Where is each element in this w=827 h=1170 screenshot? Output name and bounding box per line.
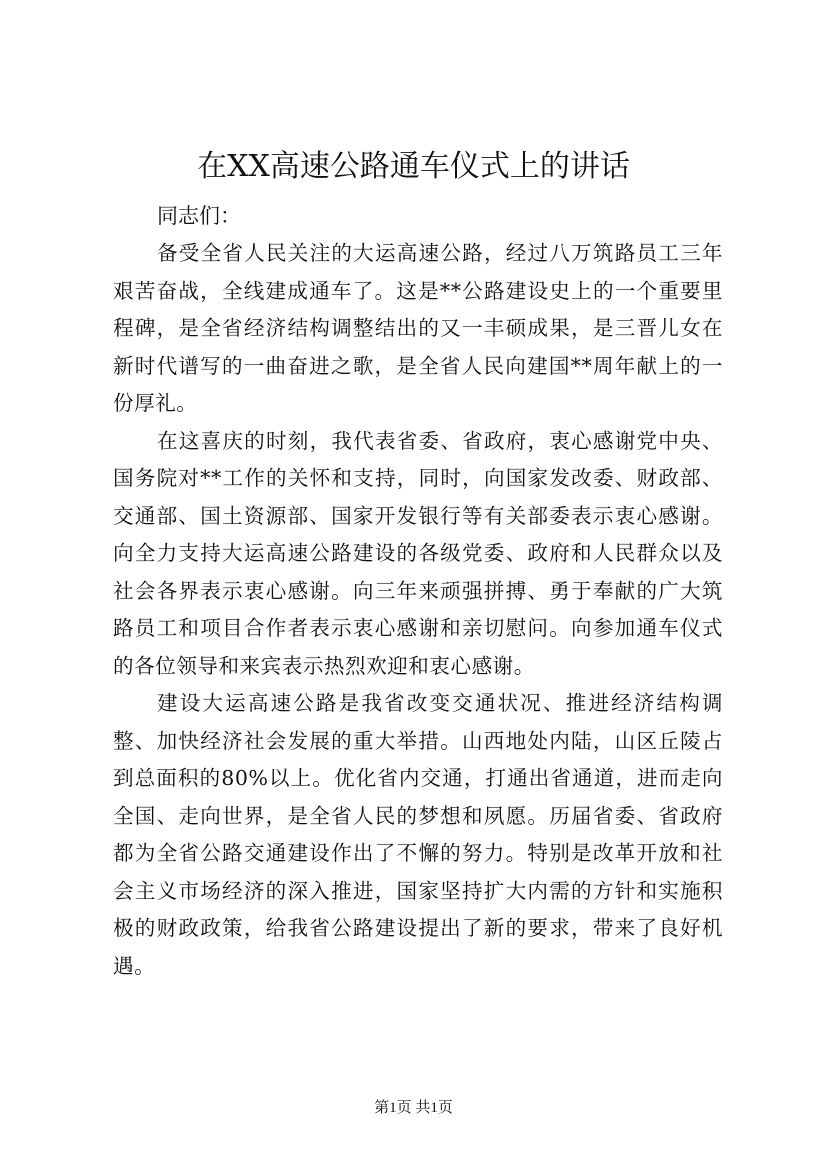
salutation: 同志们： <box>157 204 241 228</box>
paragraph-2: 在这喜庆的时刻，我代表省委、省政府，衷心感谢党中央、国务院对**工作的关怀和支持，同时，向国家发改委、财政部、交通部、国土资源部、国家开发银行等有关部委表示衷心感谢。向全力支持大运高速公路建设的各级党委、政府和人民群众以及社会各界表示衷心感谢。向三年来顽强拼搏、勇于奉献的广大筑路员工和项目合作者表示衷心感谢和亲切慰问。向参加通车仪式的各位领导和来宾表示热烈欢迎和衷心感谢。 <box>113 428 723 678</box>
document-body <box>113 197 723 985</box>
page-number-footer: 第1页 共1页 <box>374 1100 453 1116</box>
paragraph-3: 建设大运高速公路是我省改变交通状况、推进经济结构调整、加快经济社会发展的重大举措。山西地处内陆，山区丘陵占到总面积的80%以上。优化省内交通，打通出省通道，进而走向全国、走向世界，是全省人民的梦想和夙愿。历届省委、省政府都为全省公路交通建设作出了不懈的努力。特别是改革开放和社会主义市场经济的深入推进，国家坚持扩大内需的方针和实施积极的财政政策，给我省公路建设提出了新的要求，带来了良好机遇。 <box>113 691 723 978</box>
document-title: 在XX高速公路通车仪式上的讲话 <box>197 149 630 184</box>
paragraph-1: 备受全省人民关注的大运高速公路，经过八万筑路员工三年艰苦奋战，全线建成通车了。这是**公路建设史上的一个重要里程碑，是全省经济结构调整结出的又一丰硕成果，是三晋儿女在新时代谱写的一曲奋进之歌，是全省人民向建国**周年献上的一份厚礼。 <box>113 241 723 415</box>
